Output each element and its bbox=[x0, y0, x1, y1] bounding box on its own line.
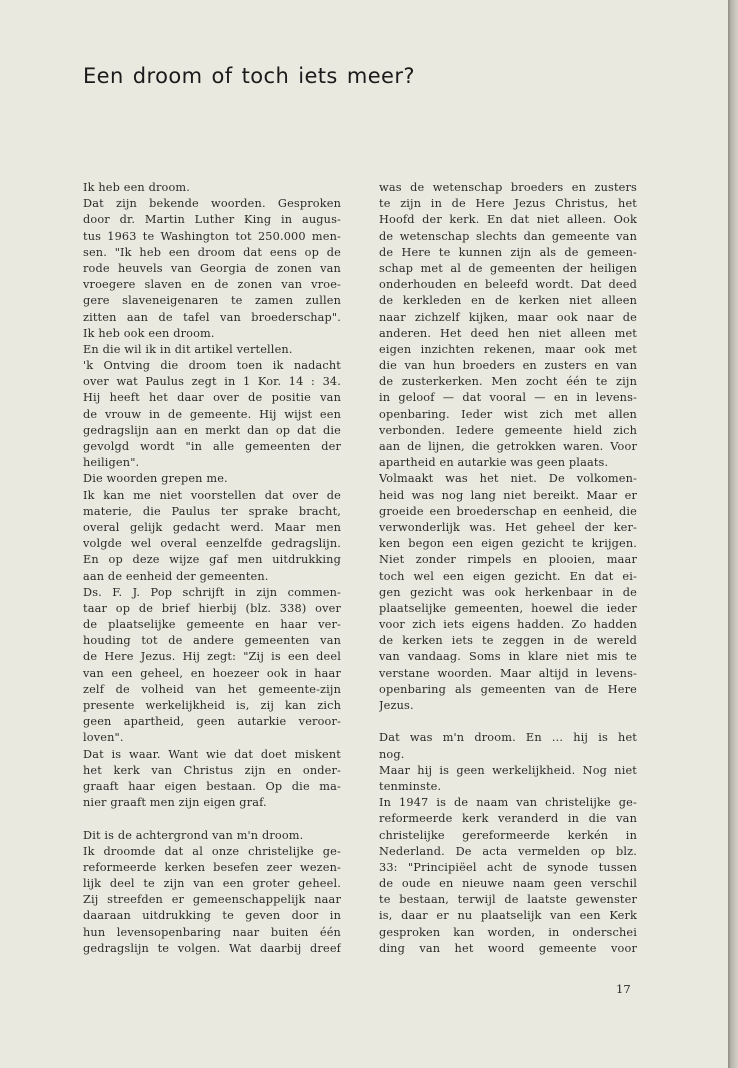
text-line: groeide een broederschap en eenheid, die bbox=[379, 504, 637, 518]
text-line: openbaring als gemeenten van de Here bbox=[379, 682, 637, 696]
text-line: Ik droomde dat al onze christelijke ge- bbox=[83, 844, 341, 858]
text-line: zitten aan de tafel van broederschap". bbox=[83, 310, 341, 324]
text-line: heid was nog lang niet bereikt. Maar er bbox=[379, 488, 637, 502]
text-line: Hoofd der kerk. En dat niet alleen. Ook bbox=[379, 213, 637, 227]
text-line: zelf de volheid van het gemeente-zijn bbox=[83, 682, 341, 696]
text-line: toch wel een eigen gezicht. En dat ei- bbox=[379, 569, 637, 583]
text-line: de zusterkerken. Men zocht één te zijn bbox=[379, 375, 637, 389]
text-line: gedragslijn aan en merkt dan op dat die bbox=[83, 423, 341, 437]
book-spine-shadow bbox=[728, 0, 738, 1068]
text-line: Die woorden grepen me. bbox=[83, 472, 228, 486]
text-line: aan de lijnen, die getrokken waren. Voor bbox=[379, 440, 637, 453]
text-line: daaraan uitdrukking te geven door in bbox=[83, 909, 341, 923]
paragraph-gap bbox=[379, 714, 637, 730]
text-line: de Here Jezus. Hij zegt: "Zij is een deel bbox=[83, 650, 341, 664]
text-line: rode heuvels van Georgia de zonen van bbox=[83, 261, 341, 275]
text-line: nier graaft men zijn eigen graf. bbox=[83, 796, 267, 810]
text-line: gesproken kan worden, in onderschei bbox=[379, 925, 637, 939]
text-line: te zijn in de Here Jezus Christus, het bbox=[379, 197, 637, 211]
text-line: taar op de brief hierbij (blz. 338) over bbox=[83, 601, 341, 615]
text-line: de wetenschap slechts dan gemeente van bbox=[379, 229, 637, 243]
text-line: reformeerde kerk veranderd in die van bbox=[379, 812, 637, 826]
text-line: sen. "Ik heb een droom dat eens op de bbox=[83, 245, 341, 259]
text-line: vroegere slaven en de zonen van vroe- bbox=[83, 278, 341, 292]
text-line: schap met al de gemeenten der heiligen bbox=[379, 261, 637, 275]
text-line: geen apartheid, geen autarkie veroor- bbox=[83, 715, 341, 729]
text-line: de vrouw in de gemeente. Hij wijst een bbox=[83, 407, 341, 421]
text-line: En op deze wijze gaf men uitdrukking bbox=[83, 553, 341, 567]
text-line: gen gezicht was ook herkenbaar in de bbox=[379, 585, 637, 599]
text-line: voor zich iets eigens hadden. Zo hadden bbox=[379, 618, 637, 632]
text-line: lijk deel te zijn van een groter geheel. bbox=[83, 877, 341, 891]
text-line: houding tot de andere gemeenten van bbox=[83, 634, 341, 648]
text-line: overal gelijk gedacht werd. Maar men bbox=[83, 520, 341, 534]
text-line: Hij heeft het daar over de positie van bbox=[83, 391, 341, 405]
text-line: volgde wel overal eenzelfde gedragslijn. bbox=[83, 537, 341, 551]
text-line: Ds. F. J. Pop schrijft in zijn commen- bbox=[83, 585, 341, 599]
text-line: verwonderlijk was. Het geheel der ker- bbox=[379, 520, 637, 534]
text-line: over wat Paulus zegt in 1 Kor. 14 : 34. bbox=[83, 375, 341, 389]
text-line: Dit is de achtergrond van m'n droom. bbox=[83, 828, 304, 842]
text-line: de Here te kunnen zijn als de gemeen- bbox=[379, 245, 637, 259]
text-line: graaft haar eigen bestaan. Op die ma- bbox=[83, 779, 341, 793]
text-line: van vandaag. Soms in klare niet mis te bbox=[379, 650, 637, 664]
text-line: eigen inzichten rekenen, maar ook met bbox=[379, 342, 637, 356]
text-line: presente werkelijkheid is, zij kan zich bbox=[83, 699, 341, 712]
text-line: hun levensopenbaring naar buiten één bbox=[83, 925, 341, 939]
text-line: verbonden. Iedere gemeente hield zich bbox=[379, 423, 637, 437]
text-line: de plaatselijke gemeente en haar ver- bbox=[83, 618, 341, 632]
text-line: in geloof — dat vooral — en in levens- bbox=[379, 391, 637, 405]
text-line: verstane woorden. Maar altijd in levens- bbox=[379, 666, 637, 680]
page-number: 17 bbox=[616, 982, 631, 996]
text-line: ding van het woord gemeente voor bbox=[379, 941, 637, 955]
text-line: te bestaan, terwijl de laatste gewenster bbox=[379, 893, 637, 907]
text-line: Dat is waar. Want wie dat doet miskent bbox=[83, 747, 341, 761]
text-line: de kerken iets te zeggen in de wereld bbox=[379, 634, 637, 648]
text-line: tus 1963 te Washington tot 250.000 men- bbox=[83, 229, 341, 243]
text-line: reformeerde kerken besefen zeer wezen- bbox=[83, 860, 341, 874]
text-line: aan de eenheid der gemeenten. bbox=[83, 569, 269, 583]
text-line: Niet zonder rimpels en plooien, maar bbox=[379, 553, 637, 567]
text-line: van een geheel, en hoezeer ook in haar bbox=[83, 666, 341, 680]
text-line: heiligen". bbox=[83, 456, 140, 470]
text-line: loven". bbox=[83, 731, 124, 745]
text-line: de kerkleden en de kerken niet alleen bbox=[379, 294, 637, 308]
text-line: tenminste. bbox=[379, 779, 442, 793]
text-line: Maar hij is geen werkelijkheid. Nog niet bbox=[379, 763, 637, 777]
text-line: openbaring. Ieder wist zich met allen bbox=[379, 407, 637, 421]
text-line: Dat zijn bekende woorden. Gesproken bbox=[83, 197, 341, 211]
text-line: Volmaakt was het niet. De volkomen- bbox=[379, 472, 637, 486]
paragraph-gap bbox=[83, 811, 341, 827]
text-line: apartheid en autarkie was geen plaats. bbox=[379, 456, 609, 470]
text-line: Zij streefden er gemeenschappelijk naar bbox=[83, 893, 341, 907]
text-line: plaatselijke gemeenten, hoewel die ieder bbox=[379, 601, 637, 615]
text-line: gere slaveneigenaren te zamen zullen bbox=[83, 294, 341, 308]
text-line: Dat was m'n droom. En ... hij is het bbox=[379, 731, 637, 745]
text-line: door dr. Martin Luther King in augus- bbox=[83, 213, 341, 227]
text-line: In 1947 is de naam van christelijke ge- bbox=[379, 796, 637, 810]
text-line: het kerk van Christus zijn en onder- bbox=[83, 763, 341, 777]
text-line: Jezus. bbox=[379, 699, 414, 712]
text-line: En die wil ik in dit artikel vertellen. bbox=[83, 342, 293, 356]
text-line: is, daar er nu plaatselijk van een Kerk bbox=[379, 909, 637, 923]
text-line: Ik kan me niet voorstellen dat over de bbox=[83, 488, 341, 502]
article-title: Een droom of toch iets meer? bbox=[83, 64, 415, 88]
text-line: die van hun broeders en zusters en van bbox=[379, 359, 637, 373]
text-line: Nederland. De acta vermelden op blz. bbox=[379, 844, 637, 858]
text-line: was de wetenschap broeders en zusters bbox=[379, 181, 637, 194]
text-line: Ik heb een droom. bbox=[83, 181, 191, 194]
text-line: gedragslijn te volgen. Wat daarbij dreef bbox=[83, 941, 341, 955]
text-line: ken begon een eigen gezicht te krijgen. bbox=[379, 537, 637, 551]
text-line: materie, die Paulus ter sprake bracht, bbox=[83, 504, 341, 518]
text-line: naar zichzelf kijken, maar ook naar de bbox=[379, 310, 637, 324]
right-column bbox=[379, 180, 637, 957]
text-line: Ik heb ook een droom. bbox=[83, 326, 215, 340]
text-line: gevolgd wordt "in alle gemeenten der bbox=[83, 440, 341, 453]
text-line: 33: "Principiëel acht de synode tussen bbox=[379, 860, 637, 874]
text-line: onderhouden en beleefd wordt. Dat deed bbox=[379, 278, 637, 292]
text-line: de oude en nieuwe naam geen verschil bbox=[379, 877, 637, 891]
left-column bbox=[83, 180, 341, 957]
text-line: anderen. Het deed hen niet alleen met bbox=[379, 326, 637, 340]
text-line: christelijke gereformeerde kerkén in bbox=[379, 828, 637, 842]
text-line: 'k Ontving die droom toen ik nadacht bbox=[83, 359, 341, 373]
text-line: nog. bbox=[379, 747, 405, 761]
